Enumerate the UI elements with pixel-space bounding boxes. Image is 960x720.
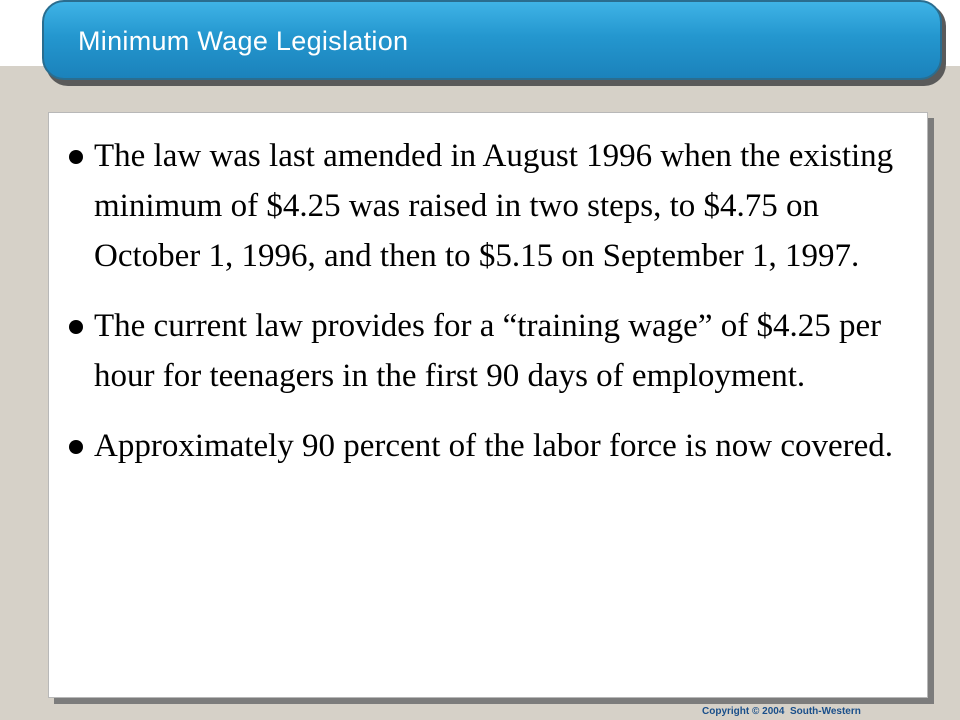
content-panel [48, 112, 928, 698]
bullet-item [69, 421, 919, 471]
bullet-dot-icon [69, 320, 83, 334]
bullet-item [69, 131, 919, 281]
bullet-text: The current law provides for a “training wage” of $4.25 per hour for teenagers in the first 90 days of employment. [94, 308, 882, 394]
copyright-notice: Copyright © 2004 South-Western [702, 706, 861, 717]
bullet-text: Approximately 90 percent of the labor force is now covered. [94, 428, 894, 464]
bullet-dot-icon [69, 440, 83, 454]
bullet-dot-icon [69, 150, 83, 164]
bullet-list [69, 131, 919, 491]
slide-title: Minimum Wage Legislation [78, 26, 409, 56]
bullet-item [69, 301, 919, 401]
bullet-text: The law was last amended in August 1996 when the existing minimum of $4.25 was raised in two steps, to $4.75 on October 1, 1996, and then to $5.15 on September 1, 1997. [94, 138, 894, 274]
